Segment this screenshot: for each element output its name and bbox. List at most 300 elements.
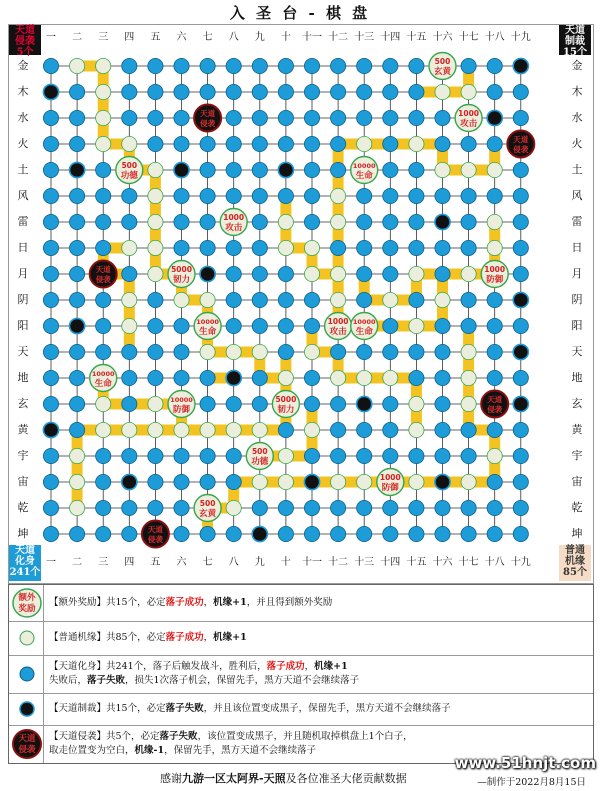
avatar-point <box>252 162 267 177</box>
avatar-point <box>461 526 476 541</box>
invasion-label: 天道 <box>487 395 503 404</box>
avatar-point <box>331 422 346 437</box>
row-label-right: 玄 <box>571 397 583 410</box>
column-label-top: 七 <box>202 32 213 43</box>
normal-point <box>304 344 319 359</box>
avatar-point <box>383 526 398 541</box>
normal-point <box>200 292 215 307</box>
row-label-right: 天 <box>571 345 583 358</box>
avatar-point <box>252 500 267 515</box>
reward-amount: 500 <box>199 499 216 508</box>
reward-label: 攻击 <box>329 327 347 337</box>
avatar-point <box>200 162 215 177</box>
avatar-point <box>174 370 189 385</box>
avatar-point <box>383 58 398 73</box>
row-label-left: 阳 <box>17 319 29 332</box>
avatar-point <box>331 84 346 99</box>
avatar-point <box>252 396 267 411</box>
column-label-bottom: 一 <box>46 557 56 568</box>
avatar-point <box>96 500 111 515</box>
reward-label: 玄黄 <box>433 67 452 77</box>
invasion-icon <box>11 725 43 763</box>
avatar-point <box>461 188 476 203</box>
normal-point <box>331 474 346 489</box>
avatar-point <box>122 448 137 463</box>
sanction-point <box>252 526 267 541</box>
avatar-point <box>43 110 58 125</box>
avatar-point <box>174 448 189 463</box>
normal-point <box>252 422 267 437</box>
avatar-point <box>122 526 137 541</box>
avatar-point <box>487 500 502 515</box>
avatar-point <box>513 188 528 203</box>
legend-text-sanction: 【天道制裁】共15个，必定落子失败，并且该位置变成黑子，保留先手，黑方天道不会继续落子 <box>49 703 451 714</box>
legend-text-invasion: 【天道侵袭】共5个，必定落子失败，该位置变成黑子，并且随机取掉棋盘上1个白子， 取走位置变为空白，机缘-1，保留先手，黑方天道不会继续落子 <box>49 731 413 756</box>
avatar-point <box>174 500 189 515</box>
normal-point <box>252 474 267 489</box>
avatar-point <box>122 370 137 385</box>
avatar-point <box>513 500 528 515</box>
invasion-label: 侵袭 <box>513 145 529 154</box>
reward-amount: 10000 <box>91 370 115 378</box>
sanction-point <box>513 396 528 411</box>
avatar-point <box>409 344 424 359</box>
avatar-point <box>331 344 346 359</box>
avatar-point <box>174 110 189 125</box>
avatar-point <box>461 448 476 463</box>
avatar-point <box>278 110 293 125</box>
row-label-left: 地 <box>17 371 29 384</box>
avatar-point <box>435 318 450 333</box>
avatar-point <box>122 266 137 281</box>
column-label-top: 十八 <box>484 32 505 43</box>
normal-point <box>487 214 502 229</box>
avatar-point <box>435 370 450 385</box>
avatar-point <box>409 58 424 73</box>
avatar-point <box>122 500 137 515</box>
avatar-point <box>226 292 241 307</box>
avatar-point-icon <box>11 655 43 693</box>
avatar-point <box>304 84 319 99</box>
avatar-point <box>70 292 85 307</box>
column-label-top: 十九 <box>510 32 531 43</box>
avatar-point <box>435 500 450 515</box>
avatar-point <box>331 240 346 255</box>
sanction-point <box>304 474 319 489</box>
column-label-bottom: 九 <box>254 557 265 568</box>
avatar-point <box>278 136 293 151</box>
avatar-point <box>409 240 424 255</box>
normal-point <box>383 292 398 307</box>
avatar-point <box>278 84 293 99</box>
corner-invasion-count: 天道 侵袭 5个 <box>9 25 41 55</box>
corner-sanction-count: 天道 制裁 15个 <box>559 25 591 55</box>
normal-point <box>487 162 502 177</box>
legend-row-sanction <box>9 693 593 726</box>
avatar-point <box>148 136 163 151</box>
avatar-point <box>383 266 398 281</box>
avatar-point <box>331 396 346 411</box>
avatar-point <box>43 292 58 307</box>
column-label-top: 六 <box>176 32 187 43</box>
reward-label: 韧力 <box>172 275 191 285</box>
avatar-point <box>70 526 85 541</box>
normal-point <box>96 84 111 99</box>
avatar-point <box>357 240 372 255</box>
reward-amount: 500 <box>434 57 451 66</box>
row-label-right: 水 <box>571 111 583 124</box>
avatar-point <box>357 188 372 203</box>
normal-point <box>331 292 346 307</box>
avatar-point <box>43 500 58 515</box>
column-label-bottom: 四 <box>124 557 135 568</box>
normal-point <box>278 474 293 489</box>
column-label-bottom: 六 <box>176 557 187 568</box>
footer <box>0 754 600 788</box>
normal-point <box>357 136 372 151</box>
avatar-point <box>487 474 502 489</box>
avatar-point <box>513 240 528 255</box>
row-label-right: 日 <box>571 241 583 254</box>
avatar-point <box>96 448 111 463</box>
row-label-left: 木 <box>17 85 29 98</box>
avatar-point <box>226 396 241 411</box>
sanction-point <box>435 214 450 229</box>
reward-label: 玄黄 <box>199 509 217 519</box>
normal-point <box>357 474 372 489</box>
invasion-label: 侵袭 <box>487 405 503 414</box>
normal-point <box>148 266 163 281</box>
avatar-point <box>252 110 267 125</box>
row-label-left: 阴 <box>17 293 29 306</box>
avatar-point <box>513 448 528 463</box>
reward-label: 生命 <box>355 327 373 337</box>
normal-point <box>148 396 163 411</box>
reward-label: 攻击 <box>460 119 478 129</box>
normal-point <box>331 370 346 385</box>
row-label-right: 火 <box>571 137 583 150</box>
avatar-point <box>435 266 450 281</box>
avatar-point <box>513 266 528 281</box>
avatar-point <box>43 344 58 359</box>
svg-text:侵袭: 侵袭 <box>18 745 36 755</box>
avatar-point <box>357 266 372 281</box>
avatar-point <box>461 292 476 307</box>
row-label-left: 宙 <box>17 475 29 488</box>
column-label-bottom: 十 <box>280 557 291 568</box>
avatar-point <box>513 110 528 125</box>
normal-point <box>435 84 450 99</box>
avatar-point <box>70 84 85 99</box>
avatar-point <box>435 188 450 203</box>
avatar-point <box>96 474 111 489</box>
avatar-point <box>252 214 267 229</box>
normal-point <box>148 214 163 229</box>
row-label-left: 日 <box>17 241 29 254</box>
avatar-point <box>226 318 241 333</box>
row-label-left: 雷 <box>17 215 29 228</box>
row-label-right: 月 <box>571 267 583 280</box>
legend-text-reward: 【额外奖励】共15个，必定落子成功，机缘+1，并且得到额外奖励 <box>49 597 333 608</box>
column-label-bottom: 十二 <box>328 557 349 568</box>
row-label-left: 土 <box>17 163 29 176</box>
normal-point <box>331 188 346 203</box>
avatar-point <box>148 84 163 99</box>
reward-amount: 1000 <box>327 317 349 326</box>
legend-row-reward <box>9 585 593 622</box>
column-label-bottom: 八 <box>228 557 239 568</box>
avatar-point <box>487 526 502 541</box>
avatar-point <box>435 448 450 463</box>
column-label-top: 十四 <box>380 32 401 43</box>
avatar-point <box>174 240 189 255</box>
watermark: www.51hnjt.com <box>454 754 596 772</box>
normal-point <box>304 422 319 437</box>
avatar-point <box>252 318 267 333</box>
row-label-left: 玄 <box>17 397 29 410</box>
avatar-point <box>252 266 267 281</box>
avatar-point <box>122 396 137 411</box>
sanction-point <box>487 110 502 125</box>
row-label-left: 金 <box>17 59 29 72</box>
avatar-point <box>383 448 398 463</box>
normal-point <box>461 344 476 359</box>
avatar-point <box>122 188 137 203</box>
normal-point <box>304 266 319 281</box>
avatar-point <box>43 474 58 489</box>
avatar-point <box>226 448 241 463</box>
row-label-right: 土 <box>571 163 583 176</box>
avatar-point <box>174 188 189 203</box>
normal-point <box>226 344 241 359</box>
normal-point <box>200 344 215 359</box>
avatar-point <box>70 370 85 385</box>
reward-amount: 500 <box>121 161 138 170</box>
normal-point <box>148 240 163 255</box>
avatar-point <box>96 526 111 541</box>
avatar-point <box>304 500 319 515</box>
avatar-point <box>174 84 189 99</box>
column-label-top: 十一 <box>302 32 322 43</box>
svg-text:天道: 天道 <box>18 734 36 744</box>
avatar-point <box>148 344 163 359</box>
avatar-point <box>383 240 398 255</box>
column-label-top: 十六 <box>432 32 453 43</box>
avatar-point <box>435 422 450 437</box>
avatar-point <box>487 84 502 99</box>
avatar-point <box>174 344 189 359</box>
avatar-point <box>409 370 424 385</box>
reward-label: 功德 <box>120 171 138 181</box>
avatar-point <box>70 344 85 359</box>
legend-row-avatar <box>9 655 593 694</box>
avatar-point <box>148 318 163 333</box>
avatar-point <box>409 110 424 125</box>
avatar-point <box>278 188 293 203</box>
normal-point <box>70 474 85 489</box>
legend <box>8 584 594 764</box>
reward-label: 攻击 <box>225 223 243 233</box>
row-label-right: 黄 <box>571 423 583 436</box>
corner-normal-count: 普通 机缘 85个 <box>559 545 591 581</box>
avatar-point <box>43 526 58 541</box>
avatar-point <box>513 318 528 333</box>
avatar-point <box>122 58 137 73</box>
normal-point <box>148 188 163 203</box>
row-label-right: 雷 <box>571 215 583 228</box>
normal-point <box>278 240 293 255</box>
avatar-point <box>513 474 528 489</box>
avatar-point <box>200 214 215 229</box>
avatar-point <box>278 318 293 333</box>
row-label-left: 黄 <box>17 423 29 436</box>
normal-point <box>96 396 111 411</box>
column-label-bottom: 三 <box>98 557 109 568</box>
reward-icon <box>11 585 43 621</box>
normal-point <box>278 448 293 463</box>
avatar-point <box>435 110 450 125</box>
avatar-point <box>383 214 398 229</box>
normal-point <box>409 422 424 437</box>
normal-point <box>174 292 189 307</box>
avatar-point <box>278 344 293 359</box>
normal-point <box>122 136 137 151</box>
avatar-point <box>252 240 267 255</box>
sanction-point <box>122 474 137 489</box>
column-label-bottom: 七 <box>202 557 213 568</box>
normal-point <box>409 396 424 411</box>
avatar-point <box>383 162 398 177</box>
reward-label: 生命 <box>355 171 373 181</box>
avatar-point <box>278 422 293 437</box>
row-label-right: 阳 <box>571 319 583 332</box>
avatar-point <box>148 292 163 307</box>
avatar-point <box>409 214 424 229</box>
avatar-point <box>357 292 372 307</box>
avatar-point <box>174 58 189 73</box>
row-label-left: 月 <box>17 267 29 280</box>
normal-point <box>461 474 476 489</box>
sanction-point <box>278 162 293 177</box>
avatar-point <box>513 526 528 541</box>
normal-point <box>383 370 398 385</box>
avatar-point <box>174 526 189 541</box>
avatar-point <box>122 214 137 229</box>
row-label-right: 阴 <box>571 293 583 306</box>
avatar-point <box>304 110 319 125</box>
row-label-left: 坤 <box>17 527 29 540</box>
avatar-point <box>200 396 215 411</box>
avatar-point <box>43 318 58 333</box>
row-label-left: 天 <box>17 345 29 358</box>
avatar-point <box>487 370 502 385</box>
column-label-top: 二 <box>72 32 83 43</box>
avatar-point <box>409 188 424 203</box>
avatar-point <box>122 344 137 359</box>
sanction-point <box>435 474 450 489</box>
column-label-bottom: 十四 <box>380 557 401 568</box>
reward-amount: 5000 <box>275 395 297 404</box>
reward-label: 防御 <box>381 483 399 493</box>
avatar-point <box>461 422 476 437</box>
avatar-point <box>331 110 346 125</box>
avatar-point <box>148 448 163 463</box>
avatar-point <box>383 500 398 515</box>
sanction-point <box>70 162 85 177</box>
avatar-point <box>43 266 58 281</box>
avatar-point <box>383 422 398 437</box>
reward-label: 生命 <box>199 327 217 337</box>
invasion-label: 天道 <box>200 109 216 118</box>
avatar-point <box>331 162 346 177</box>
avatar-point <box>122 110 137 125</box>
normal-point <box>304 240 319 255</box>
avatar-point <box>513 162 528 177</box>
normal-point <box>331 214 346 229</box>
avatar-point <box>435 396 450 411</box>
normal-point <box>70 58 85 73</box>
normal-point <box>278 370 293 385</box>
avatar-point <box>148 58 163 73</box>
avatar-point <box>252 84 267 99</box>
invasion-label: 天道 <box>513 135 529 144</box>
avatar-point <box>70 422 85 437</box>
normal-point <box>409 266 424 281</box>
avatar-point <box>43 162 58 177</box>
svg-text:额外: 额外 <box>18 593 36 603</box>
reward-amount: 1000 <box>379 473 401 482</box>
normal-point <box>70 448 85 463</box>
avatar-point <box>357 448 372 463</box>
avatar-point <box>70 136 85 151</box>
avatar-point <box>383 84 398 99</box>
row-label-right: 风 <box>571 189 583 202</box>
avatar-point <box>304 162 319 177</box>
normal-point-icon <box>11 621 43 655</box>
avatar-point <box>226 58 241 73</box>
reward-amount: 5000 <box>171 265 192 274</box>
avatar-point <box>513 84 528 99</box>
avatar-point <box>513 370 528 385</box>
row-label-left: 火 <box>17 137 29 150</box>
reward-label: 生命 <box>94 379 112 389</box>
normal-point <box>461 84 476 99</box>
reward-amount: 1000 <box>223 213 245 222</box>
column-label-bottom: 十九 <box>510 557 531 568</box>
normal-point <box>331 266 346 281</box>
avatar-point <box>409 84 424 99</box>
normal-point <box>278 214 293 229</box>
avatar-point <box>383 188 398 203</box>
normal-point <box>487 448 502 463</box>
legend-row-normal <box>9 621 593 656</box>
normal-point <box>409 474 424 489</box>
reward-amount: 500 <box>251 447 268 456</box>
avatar-point <box>200 84 215 99</box>
avatar-point <box>304 526 319 541</box>
column-label-top: 三 <box>98 32 109 43</box>
avatar-point <box>43 136 58 151</box>
row-label-right: 金 <box>571 59 583 72</box>
avatar-point <box>487 58 502 73</box>
column-label-bottom: 五 <box>150 557 161 568</box>
avatar-point <box>278 500 293 515</box>
avatar-point <box>357 526 372 541</box>
normal-point <box>96 58 111 73</box>
sanction-point <box>513 344 528 359</box>
avatar-point <box>461 318 476 333</box>
column-label-bottom: 十五 <box>406 557 427 568</box>
